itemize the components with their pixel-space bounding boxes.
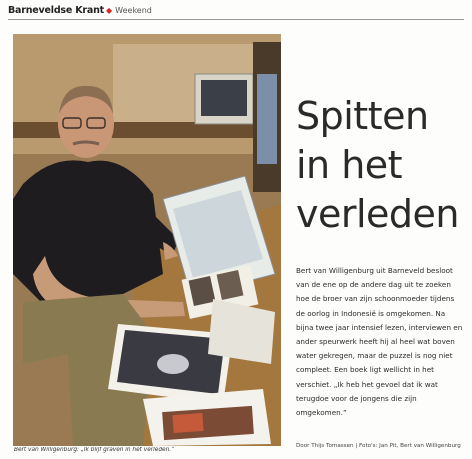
article-photo xyxy=(13,34,281,446)
article-intro: Bert van Willigenburg uit Barneveld besloot van de ene op de andere dag uit te zoeken hoe de broer van zijn schoonmoeder tijdens de oorlog in Indonesië is omgekomen. Na bijna twee jaar intensief lezen, interviewen en ander speurwerk heeft hij al heel wat boven water gekregen, maar de puzzel is nog niet compleet. Een boek ligt wellicht in het verschiet. „Ik heb het gevoel dat ik wat terugdoe voor de jongens die zijn omgekomen.” xyxy=(296,266,463,418)
photo-illustration xyxy=(13,34,281,446)
article-credits: Door Thijs Tomassen | Foto's: Jan Pit, Bert van Willigenburg xyxy=(296,443,461,449)
newspaper-name: Barneveldse Krant xyxy=(8,5,105,16)
headline-line-1: Spitten xyxy=(296,94,429,138)
photo-caption: Bert van Willigenburg: „Ik blijf graven in het verleden.” xyxy=(14,447,175,453)
headline-line-3: verleden xyxy=(296,192,460,236)
headline-line-2: in het xyxy=(296,143,403,187)
masthead-rule xyxy=(8,19,464,20)
diamond-icon: ◆ xyxy=(106,6,113,15)
masthead xyxy=(8,4,464,18)
article-headline xyxy=(296,92,466,239)
section-name: Weekend xyxy=(115,6,152,15)
